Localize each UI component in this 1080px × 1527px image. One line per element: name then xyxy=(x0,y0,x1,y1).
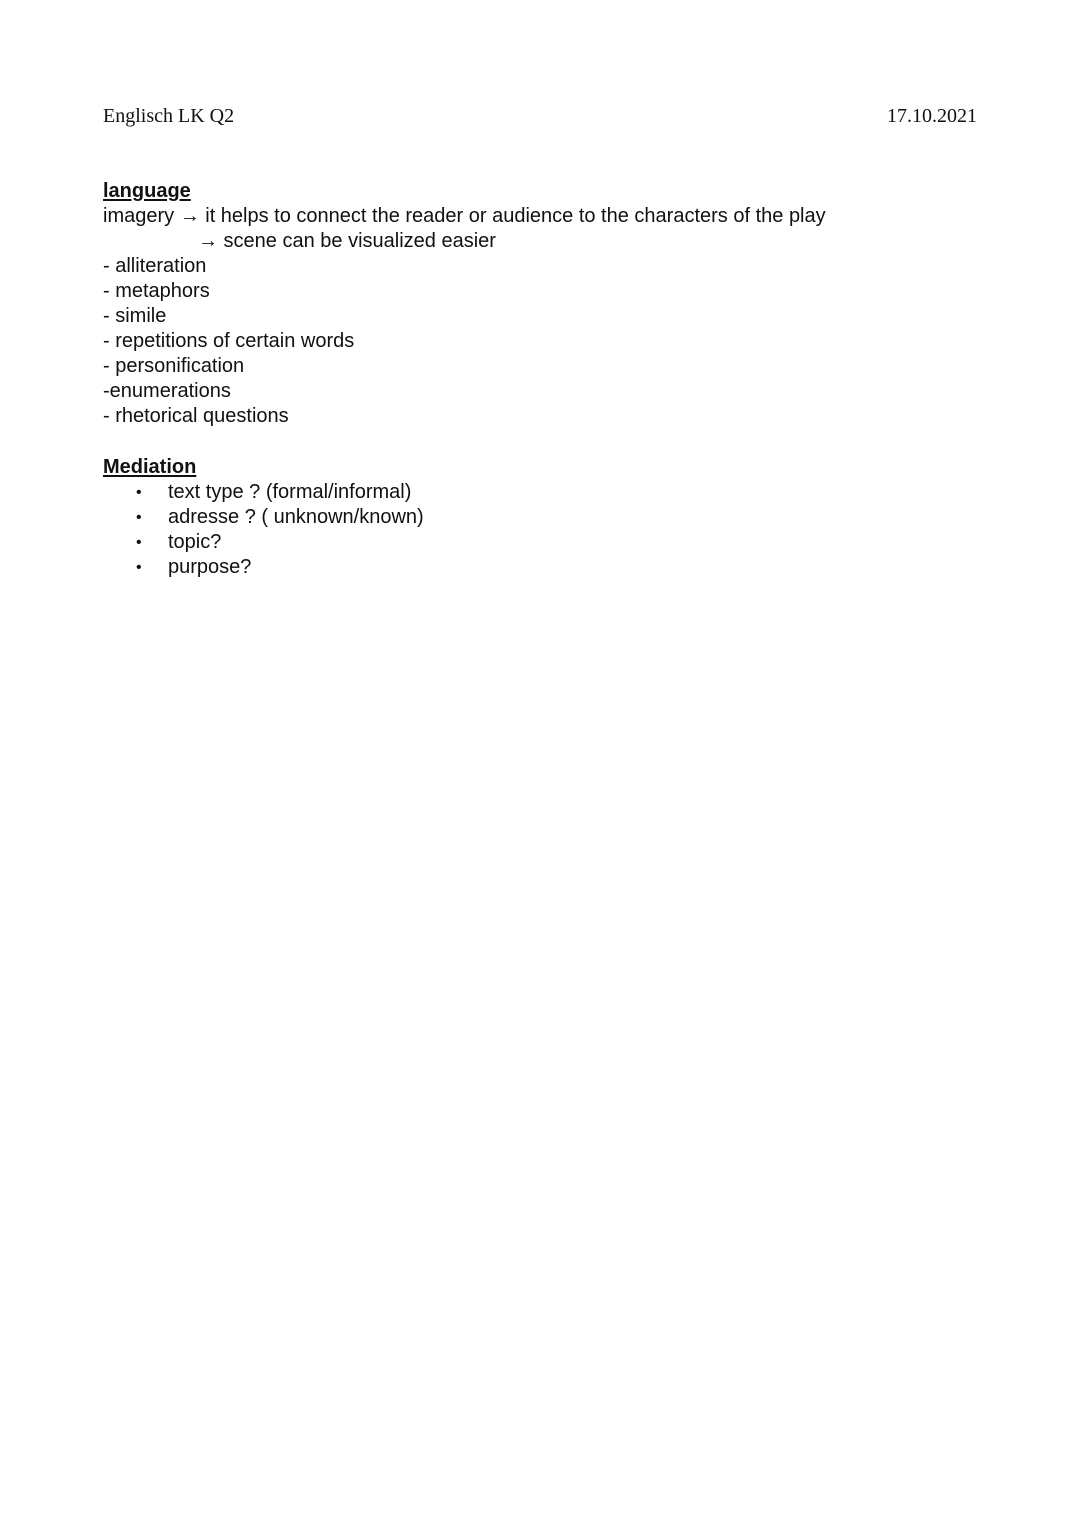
list-item: -enumerations xyxy=(103,380,231,402)
list-item: - repetitions of certain words xyxy=(103,330,355,352)
bullet-icon: • xyxy=(136,509,142,526)
list-item: - alliteration xyxy=(103,255,207,277)
mediation-section xyxy=(103,455,903,580)
list-item: - metaphors xyxy=(103,280,210,302)
list-item: - rhetorical questions xyxy=(103,405,289,427)
list-item xyxy=(103,480,903,505)
list-item: - simile xyxy=(103,305,167,327)
mediation-checklist xyxy=(103,480,903,580)
list-item-text: purpose? xyxy=(168,556,252,578)
list-item-text: adresse ? ( unknown/known) xyxy=(168,506,424,528)
mediation-heading: Mediation xyxy=(103,456,197,478)
course-title: Englisch LK Q2 xyxy=(103,105,235,127)
list-item xyxy=(103,555,903,580)
list-item-text: text type ? (formal/informal) xyxy=(168,481,412,503)
bullet-icon: • xyxy=(136,484,142,501)
list-item-text: topic? xyxy=(168,531,222,553)
bullet-icon: • xyxy=(136,534,142,551)
language-section xyxy=(103,179,1003,429)
imagery-subline: → scene can be visualized easier xyxy=(198,230,496,252)
document-date: 17.10.2021 xyxy=(887,105,977,127)
imagery-line: imagery → it helps to connect the reader or audience to the characters of the play xyxy=(103,205,826,227)
list-item xyxy=(103,530,903,555)
list-item xyxy=(103,505,903,530)
list-item: - personification xyxy=(103,355,245,377)
language-heading: language xyxy=(103,180,191,202)
stylistic-devices-list xyxy=(103,254,1003,429)
bullet-icon: • xyxy=(136,559,142,576)
